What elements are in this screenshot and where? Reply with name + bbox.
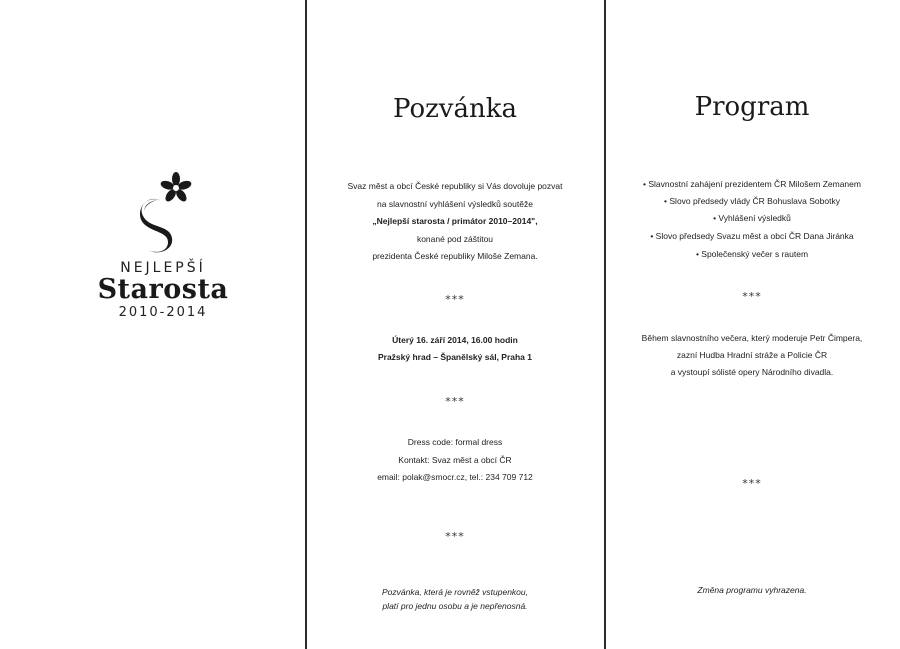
program-item: • Slovo předsedy vlády ČR Bohuslava Sobotky [664, 196, 840, 206]
event-date: Úterý 16. září 2014, 16.00 hodin [392, 335, 518, 345]
separator-stars: *** [445, 530, 465, 543]
invitation-competition-name: „Nejlepší starosta / primátor 2010–2014", [372, 216, 538, 226]
invitation-intro-line-1: Svaz měst a obcí České republiky si Vás dovoluje pozvat [347, 181, 563, 191]
invitation-footer-line-2: platí pro jednu osobu a je nepřenosná. [382, 601, 528, 611]
logo-text-nejlepsi: NEJLEPŠÍ [120, 260, 206, 276]
separator-stars: *** [742, 290, 762, 303]
program-item: • Slovo předsedy Svazu měst a obcí ČR Dana Jiránka [650, 231, 854, 241]
separator-stars: *** [742, 477, 762, 490]
separator-stars: *** [445, 293, 465, 306]
invitation-intro-line-4: konané pod záštitou [416, 234, 494, 244]
program-panel [604, 0, 900, 649]
invitation-panel [306, 0, 604, 649]
contact-line: Kontakt: Svaz měst a obcí ČR [398, 455, 512, 465]
logo-text-starosta: Starosta [97, 274, 229, 305]
logo-s-flower-icon [130, 170, 200, 260]
contact-email: email: polak@smocr.cz, tel.: 234 709 712 [377, 472, 533, 482]
event-venue: Pražský hrad – Španělský sál, Praha 1 [377, 352, 533, 362]
dress-code: Dress code: formal dress [407, 437, 503, 447]
invitation-intro-line-5: prezidenta České republiky Miloše Zemana. [372, 251, 538, 261]
program-item: • Společenský večer s rautem [695, 249, 809, 259]
invitation-footer-line-1: Pozvánka, která je rovněž vstupenkou, [382, 587, 528, 597]
program-item: • Slavnostní zahájení prezidentem ČR Milošem Zemanem [643, 179, 861, 189]
evening-line-1: Během slavnostního večera, který moderuje Petr Čimpera, [641, 333, 863, 343]
program-item: • Vyhlášení výsledků [713, 213, 791, 223]
cover-panel [0, 0, 306, 649]
program-title: Program [694, 92, 810, 122]
evening-line-3: a vystoupí sólisté opery Národního divadla. [670, 367, 834, 377]
invitation-intro-line-2: na slavnostní vyhlášení výsledků soutěže [377, 199, 533, 209]
separator-stars: *** [445, 395, 465, 408]
program-footer: Změna programu vyhrazena. [697, 585, 807, 595]
logo-text-years: 2010-2014 [118, 305, 208, 320]
invitation-title: Pozvánka [393, 94, 517, 124]
evening-line-2: zazní Hudba Hradní stráže a Policie ČR [676, 350, 828, 360]
